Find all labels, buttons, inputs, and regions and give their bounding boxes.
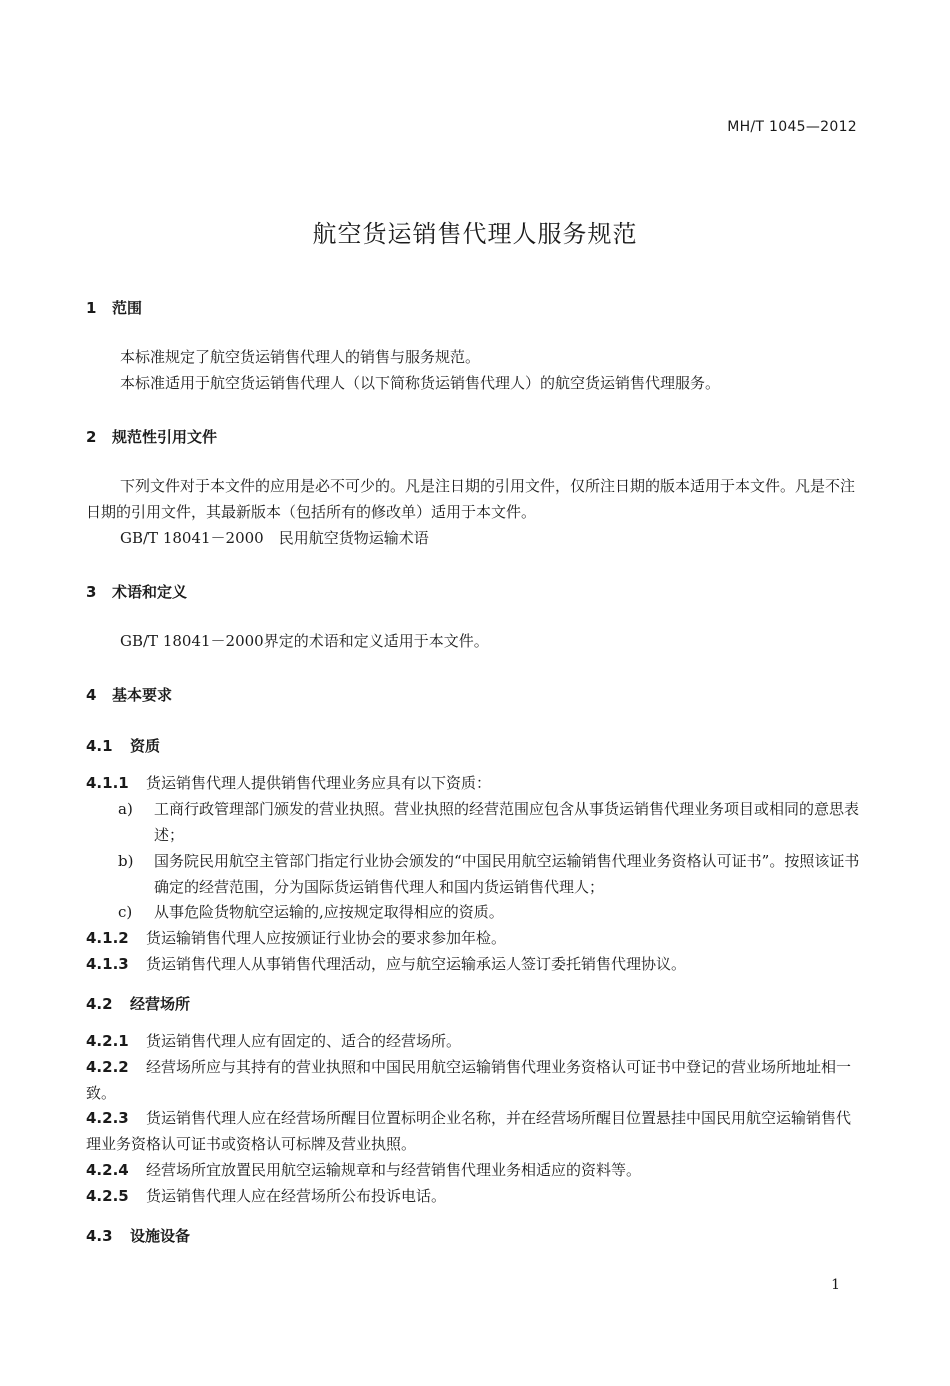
section-number: 3 [86, 583, 97, 601]
page-number: 1 [831, 1277, 840, 1293]
clause-number: 4.1.3 [86, 955, 129, 973]
list-marker: c) [118, 903, 133, 921]
clause-text: 货运销售代理人提供销售代理业务应具有以下资质： [146, 774, 492, 792]
clause-number: 4.2.4 [86, 1161, 129, 1179]
clause-text: 货运销售代理人应在经营场所公布投诉电话。 [146, 1187, 447, 1205]
list-item-c [118, 899, 860, 925]
clause-number: 4.2.5 [86, 1187, 129, 1205]
subsection-number: 4.2 [86, 995, 113, 1013]
clause-4-2-5 [86, 1183, 446, 1209]
clause-4-2-1 [86, 1028, 461, 1054]
clause-number: 4.2.1 [86, 1032, 129, 1050]
clause-4-1-3 [86, 951, 686, 977]
document-title: 航空货运销售代理人服务规范 [312, 220, 638, 248]
clause-4-1-1 [86, 770, 491, 796]
clause-number: 4.1.1 [86, 774, 129, 792]
section-3-paragraph: GB/T 18041－2000界定的术语和定义适用于本文件。 [120, 632, 489, 650]
section-1-paragraph-1: 本标准规定了航空货运销售代理人的销售与服务规范。 [120, 348, 481, 366]
subsection-title: 资质 [130, 737, 161, 755]
clause-4-2-3 [86, 1105, 858, 1157]
section-number: 1 [86, 299, 97, 317]
list-item-b [118, 848, 860, 900]
clause-text: 货运输销售代理人应按颁证行业协会的要求参加年检。 [146, 929, 507, 947]
clause-4-2-2 [86, 1054, 858, 1106]
standard-code: MH/T 1045—2012 [727, 119, 857, 135]
subsection-4-3-heading [86, 1225, 190, 1246]
clause-text: 货运销售代理人从事销售代理活动，应与航空运输承运人签订委托销售代理协议。 [146, 955, 687, 973]
list-marker: b) [118, 852, 134, 870]
subsection-number: 4.3 [86, 1227, 113, 1245]
subsection-title: 设施设备 [130, 1227, 191, 1245]
clause-text: 货运销售代理人应有固定的、适合的经营场所。 [146, 1032, 462, 1050]
subsection-title: 经营场所 [130, 995, 191, 1013]
section-2-heading [86, 426, 217, 447]
normative-reference: GB/T 18041－2000 民用航空货物运输术语 [120, 529, 429, 547]
clause-text: 经营场所应与其持有的营业执照和中国民用航空运输销售代理业务资格认可证书中登记的营业场所地址相一致。 [86, 1058, 852, 1102]
list-marker: a) [118, 800, 133, 818]
section-4-heading [86, 684, 172, 705]
clause-text: 货运销售代理人应在经营场所醒目位置标明企业名称，并在经营场所醒目位置悬挂中国民用航空运输销售代理业务资格认可证书或资格认可标牌及营业执照。 [86, 1109, 852, 1153]
list-item-text: 国务院民用航空主管部门指定行业协会颁发的“中国民用航空运输销售代理业务资格认可证书”。按照该证书确定的经营范围，分为国际货运销售代理人和国内货运销售代理人； [154, 852, 860, 896]
clause-text: 经营场所宜放置民用航空运输规章和与经营销售代理业务相适应的资料等。 [146, 1161, 642, 1179]
section-1-paragraph-2: 本标准适用于航空货运销售代理人（以下简称货运销售代理人）的航空货运销售代理服务。 [120, 374, 721, 392]
clause-4-2-4 [86, 1157, 641, 1183]
section-title: 规范性引用文件 [112, 428, 218, 446]
list-item-a [118, 796, 860, 848]
subsection-4-2-heading [86, 993, 190, 1014]
section-number: 4 [86, 686, 97, 704]
section-title: 术语和定义 [112, 583, 188, 601]
section-3-heading [86, 581, 187, 602]
clause-number: 4.2.3 [86, 1109, 129, 1127]
section-1-heading [86, 297, 142, 318]
clause-4-1-2 [86, 925, 506, 951]
subsection-4-1-heading [86, 735, 160, 756]
clause-number: 4.1.2 [86, 929, 129, 947]
subsection-number: 4.1 [86, 737, 113, 755]
section-2-paragraph: 下列文件对于本文件的应用是必不可少的。凡是注日期的引用文件，仅所注日期的版本适用于本文件。凡是不注日期的引用文件，其最新版本（包括所有的修改单）适用于本文件。 [86, 477, 856, 521]
section-number: 2 [86, 428, 97, 446]
section-title: 范围 [112, 299, 143, 317]
section-title: 基本要求 [112, 686, 173, 704]
list-item-text: 工商行政管理部门颁发的营业执照。营业执照的经营范围应包含从事货运销售代理业务项目或相同的意思表述； [154, 800, 860, 844]
clause-number: 4.2.2 [86, 1058, 129, 1076]
list-item-text: 从事危险货物航空运输的,应按规定取得相应的资质。 [154, 903, 504, 921]
